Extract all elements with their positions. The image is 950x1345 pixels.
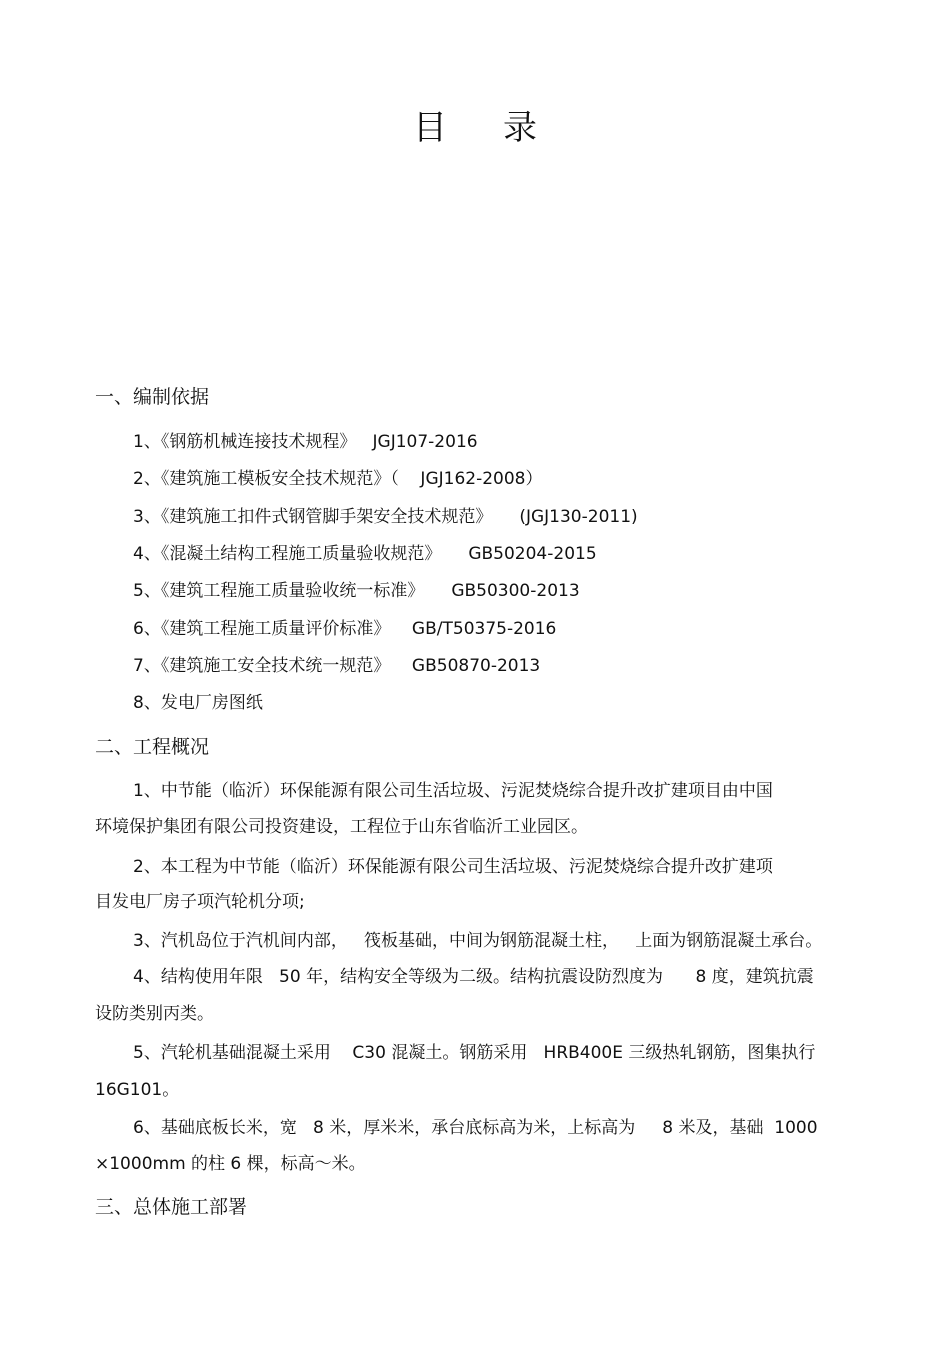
overview-para-6-cont: ×1000mm 的柱 6 棵，标高～米。 bbox=[95, 1154, 366, 1174]
overview-para-4: 4、结构使用年限 50 年，结构安全等级为二级。结构抗震设防烈度为 8 度，建筑抗震 bbox=[133, 967, 814, 987]
section-heading-overview: 二、工程概况 bbox=[95, 736, 210, 758]
overview-para-3: 3、汽机岛位于汽机间内部， 筏板基础，中间为钢筋混凝土柱， 上面为钢筋混凝土承台。 bbox=[133, 931, 823, 951]
basis-item-5: 5、《建筑工程施工质量验收统一标准》 GB50300-2013 bbox=[133, 581, 580, 601]
basis-item-7: 7、《建筑施工安全技术统一规范》 GB50870-2013 bbox=[133, 656, 541, 676]
overview-para-5-cont: 16G101。 bbox=[95, 1080, 180, 1100]
basis-item-3: 3、《建筑施工扣件式钢管脚手架安全技术规范》 (JGJ130-2011) bbox=[133, 507, 638, 527]
overview-para-2: 2、本工程为中节能（临沂）环保能源有限公司生活垃圾、污泥焚烧综合提升改扩建项 bbox=[133, 857, 773, 877]
overview-para-4-cont: 设防类别丙类。 bbox=[95, 1004, 214, 1024]
basis-item-8: 8、发电厂房图纸 bbox=[133, 693, 263, 713]
section-heading-deployment: 三、总体施工部署 bbox=[95, 1196, 248, 1218]
basis-item-6: 6、《建筑工程施工质量评价标准》 GB/T50375-2016 bbox=[133, 619, 557, 639]
basis-item-1: 1、《钢筋机械连接技术规程》 JGJ107-2016 bbox=[133, 432, 478, 452]
page-title: 目录 bbox=[413, 108, 593, 148]
overview-para-2-cont: 目发电厂房子项汽轮机分项; bbox=[95, 892, 305, 912]
overview-para-1-cont: 环境保护集团有限公司投资建设，工程位于山东省临沂工业园区。 bbox=[95, 817, 588, 837]
section-heading-basis: 一、编制依据 bbox=[95, 386, 210, 408]
overview-para-5: 5、汽轮机基础混凝土采用 C30 混凝土。钢筋采用 HRB400E 三级热轧钢筋，图集执行 bbox=[133, 1043, 816, 1063]
overview-para-1: 1、中节能（临沂）环保能源有限公司生活垃圾、污泥焚烧综合提升改扩建项目由中国 bbox=[133, 781, 773, 801]
basis-item-4: 4、《混凝土结构工程施工质量验收规范》 GB50204-2015 bbox=[133, 544, 597, 564]
basis-item-2: 2、《建筑施工模板安全技术规范》（ JGJ162-2008） bbox=[133, 469, 543, 489]
overview-para-6: 6、基础底板长米，宽 8 米，厚米米，承台底标高为米，上标高为 8 米及，基础 1000 bbox=[133, 1118, 818, 1138]
